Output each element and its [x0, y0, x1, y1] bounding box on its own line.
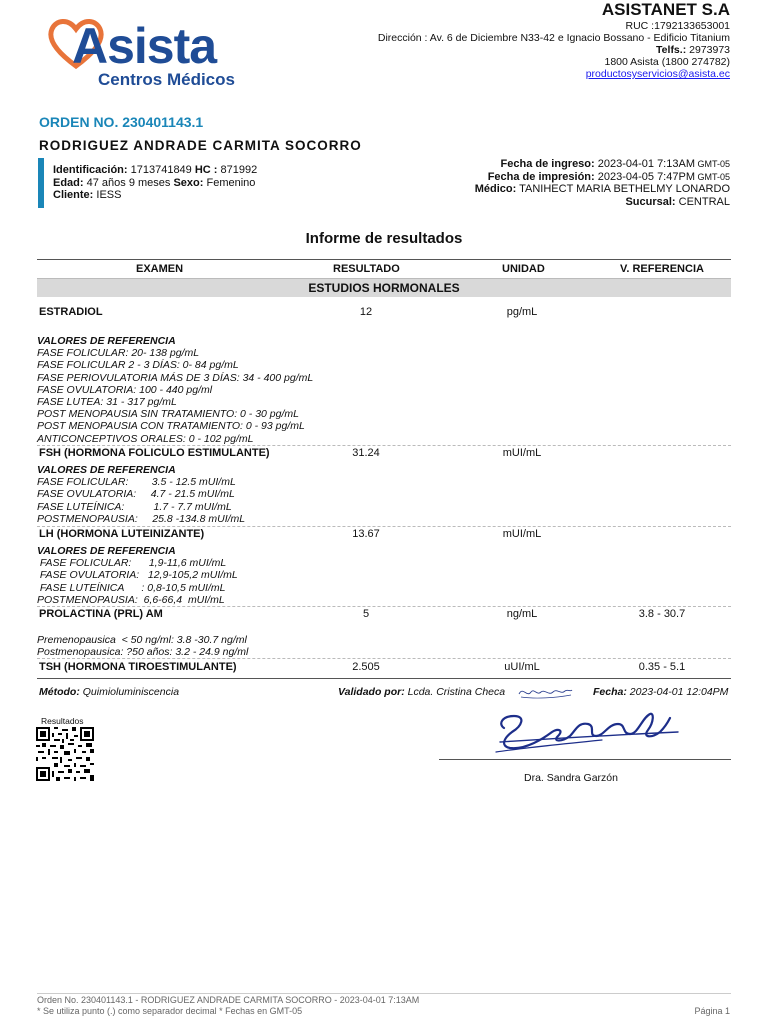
- row-divider: [37, 606, 731, 607]
- company-address: Dirección : Av. 6 de Diciembre N33-42 e Ignacio Bossano - Edificio Titanium: [377, 32, 730, 44]
- impresion-label: Fecha de impresión:: [487, 170, 595, 183]
- client-value: IESS: [93, 189, 122, 201]
- method-value: Quimioluminiscencia: [79, 686, 180, 698]
- reference-line: FASE OVULATORIA: 12,9-105,2 mUI/mL: [37, 569, 238, 582]
- sucursal-value: CENTRAL: [675, 195, 730, 208]
- signature-icon: [492, 702, 684, 760]
- reference-block: [37, 634, 248, 658]
- reference-block: [37, 464, 245, 525]
- row-divider: [37, 445, 731, 446]
- logo-subtitle: Centros Médicos: [98, 70, 235, 89]
- reference-line: ANTICONCEPTIVOS ORALES: 0 - 102 pg/mL: [37, 432, 254, 445]
- test-unit: mUI/mL: [502, 528, 542, 540]
- test-result: 13.67: [352, 528, 380, 540]
- sex-label: Sexo:: [170, 176, 204, 189]
- ingreso-tz: GMT-05: [694, 159, 730, 169]
- table-header: [37, 259, 731, 279]
- phones-value: 2973973: [686, 44, 730, 56]
- reference-line: Premenopausica < 50 ng/ml: 3.8 -30.7 ng/ml: [37, 634, 247, 646]
- validated-by: [338, 686, 505, 698]
- logo-word: Asista: [72, 18, 217, 74]
- row-divider: [37, 658, 731, 659]
- order-number: ORDEN NO. 230401143.1: [39, 114, 204, 130]
- impresion-tz: GMT-05: [694, 171, 730, 182]
- test-result: 12: [359, 306, 373, 318]
- hc-label: HC :: [191, 164, 218, 176]
- ingreso-value: 2023-04-01 7:13AM: [594, 158, 695, 170]
- reference-line: FASE OVULATORIA: 4.7 - 21.5 mUI/mL: [37, 488, 235, 501]
- date-label: Fecha:: [593, 686, 627, 698]
- reference-line: FASE LUTEÍNICA : 0,8-10,5 mUI/mL: [37, 581, 226, 594]
- footer-order: Orden No. 230401143.1 - RODRIGUEZ ANDRADE CARMITA SOCORRO - 2023-04-01 7:13AM: [37, 995, 420, 1005]
- reference-header: VALORES DE REFERENCIA: [37, 464, 176, 476]
- qr-label: Resultados: [41, 716, 84, 726]
- footer-note: * Se utiliza punto (.) como separador decimal * Fechas en GMT-05: [37, 1006, 303, 1016]
- reference-line: FASE FOLICULAR: 20- 138 pg/mL: [37, 347, 200, 360]
- reference-line: FASE PERIOVULATORIA MÁS DE 3 DÍAS: 34 - 400 pg/mL: [37, 371, 314, 384]
- accent-bar: [38, 158, 44, 208]
- header-examen: EXAMEN: [136, 263, 184, 275]
- ingreso-label: Fecha de ingreso:: [500, 158, 595, 170]
- company-phone2: 1800 Asista (1800 274782): [604, 56, 730, 68]
- test-result: 2.505: [352, 661, 380, 673]
- hc-value: 871992: [217, 164, 258, 176]
- footer-divider: [37, 993, 731, 994]
- signature-line: [439, 759, 731, 760]
- company-info: [310, 0, 730, 80]
- validated-label: Validado por:: [338, 686, 405, 698]
- phones-label: Telfs.:: [656, 44, 687, 56]
- test-name: FSH (HORMONA FOLICULO ESTIMULANTE): [39, 447, 270, 459]
- header-unidad: UNIDAD: [502, 263, 545, 275]
- sex-value: Femenino: [203, 176, 256, 189]
- page-number: Página 1: [694, 1006, 730, 1016]
- id-label: Identificación:: [53, 164, 128, 176]
- reference-line: FASE FOLICULAR 2 - 3 DÍAS: 0- 84 pg/mL: [37, 359, 239, 372]
- reference-line: POSTMENOPAUSIA: 6,6-66,4 mUI/mL: [37, 593, 225, 606]
- age-value: 47 años 9 meses: [83, 176, 171, 189]
- test-ref: 3.8 - 30.7: [638, 608, 686, 620]
- reference-line: Postmenopausica: ?50 años: 3.2 - 24.9 ng/ml: [37, 646, 249, 659]
- test-name: PROLACTINA (PRL) AM: [39, 608, 163, 620]
- test-unit: pg/mL: [506, 306, 538, 318]
- test-result: 5: [362, 608, 370, 620]
- method: [39, 686, 179, 698]
- reference-line: FASE LUTEA: 31 - 317 pg/mL: [37, 396, 177, 409]
- test-result: 31.24: [352, 447, 380, 459]
- reference-header: VALORES DE REFERENCIA: [37, 335, 176, 347]
- company-email-link[interactable]: productosyservicios@asista.ec: [585, 68, 730, 80]
- company-ruc: RUC :1792133653001: [625, 20, 730, 32]
- small-signature-icon: [515, 684, 575, 702]
- qr-code-icon[interactable]: [36, 727, 94, 781]
- validation-date: [593, 686, 728, 698]
- validated-value: Lcda. Cristina Checa: [404, 686, 506, 698]
- reference-line: POST MENOPAUSIA SIN TRATAMIENTO: 0 - 30 pg/mL: [37, 408, 299, 421]
- date-value: 2023-04-01 12:04PM: [626, 686, 729, 698]
- reference-line: POST MENOPAUSIA CON TRATAMIENTO: 0 - 93 pg/mL: [37, 420, 305, 433]
- client-label: Cliente:: [53, 189, 94, 201]
- header-referencia: V. REFERENCIA: [620, 263, 704, 275]
- section-header: ESTUDIOS HORMONALES: [37, 279, 731, 297]
- reference-line: FASE LUTEÍNICA: 1.7 - 7.7 mUI/mL: [37, 500, 232, 513]
- table-bottom-rule: [37, 678, 731, 679]
- test-unit: ng/mL: [506, 608, 538, 620]
- medico-value: TANIHECT MARIA BETHELMY LONARDO: [516, 183, 730, 195]
- age-label: Edad:: [53, 176, 84, 189]
- report-title: Informe de resultados: [305, 230, 463, 247]
- company-name: ASISTANET S.A: [601, 0, 730, 19]
- method-label: Método:: [39, 686, 80, 698]
- signature-name: Dra. Sandra Garzón: [524, 772, 618, 784]
- date-info: [475, 158, 730, 208]
- test-name: ESTRADIOL: [39, 306, 103, 318]
- impresion-value: 2023-04-05 7:47PM: [594, 170, 695, 183]
- reference-block: [37, 545, 238, 606]
- reference-header: VALORES DE REFERENCIA: [37, 545, 176, 557]
- sucursal-label: Sucursal:: [625, 195, 676, 208]
- reference-line: FASE FOLICULAR: 1,9-11,6 mUI/mL: [37, 557, 227, 570]
- id-value: 1713741849: [127, 164, 192, 176]
- reference-line: FASE OVULATORIA: 100 - 440 pg/ml: [37, 383, 213, 396]
- patient-name: RODRIGUEZ ANDRADE CARMITA SOCORRO: [39, 138, 362, 153]
- test-unit: mUI/mL: [502, 447, 542, 459]
- company-phones: [310, 44, 730, 56]
- medico-label: Médico:: [474, 183, 517, 195]
- reference-line: POSTMENOPAUSIA: 25.8 -134.8 mUI/mL: [37, 512, 246, 525]
- asista-logo: [40, 14, 260, 94]
- test-unit: uUI/mL: [504, 661, 540, 673]
- patient-info: [53, 164, 257, 202]
- reference-block: [37, 335, 313, 445]
- reference-line: FASE FOLICULAR: 3.5 - 12.5 mUI/mL: [37, 476, 236, 489]
- test-name: TSH (HORMONA TIROESTIMULANTE): [39, 661, 237, 673]
- row-divider: [37, 526, 731, 527]
- test-name: LH (HORMONA LUTEINIZANTE): [39, 528, 205, 540]
- test-ref: 0.35 - 5.1: [638, 661, 686, 673]
- header-resultado: RESULTADO: [333, 263, 400, 275]
